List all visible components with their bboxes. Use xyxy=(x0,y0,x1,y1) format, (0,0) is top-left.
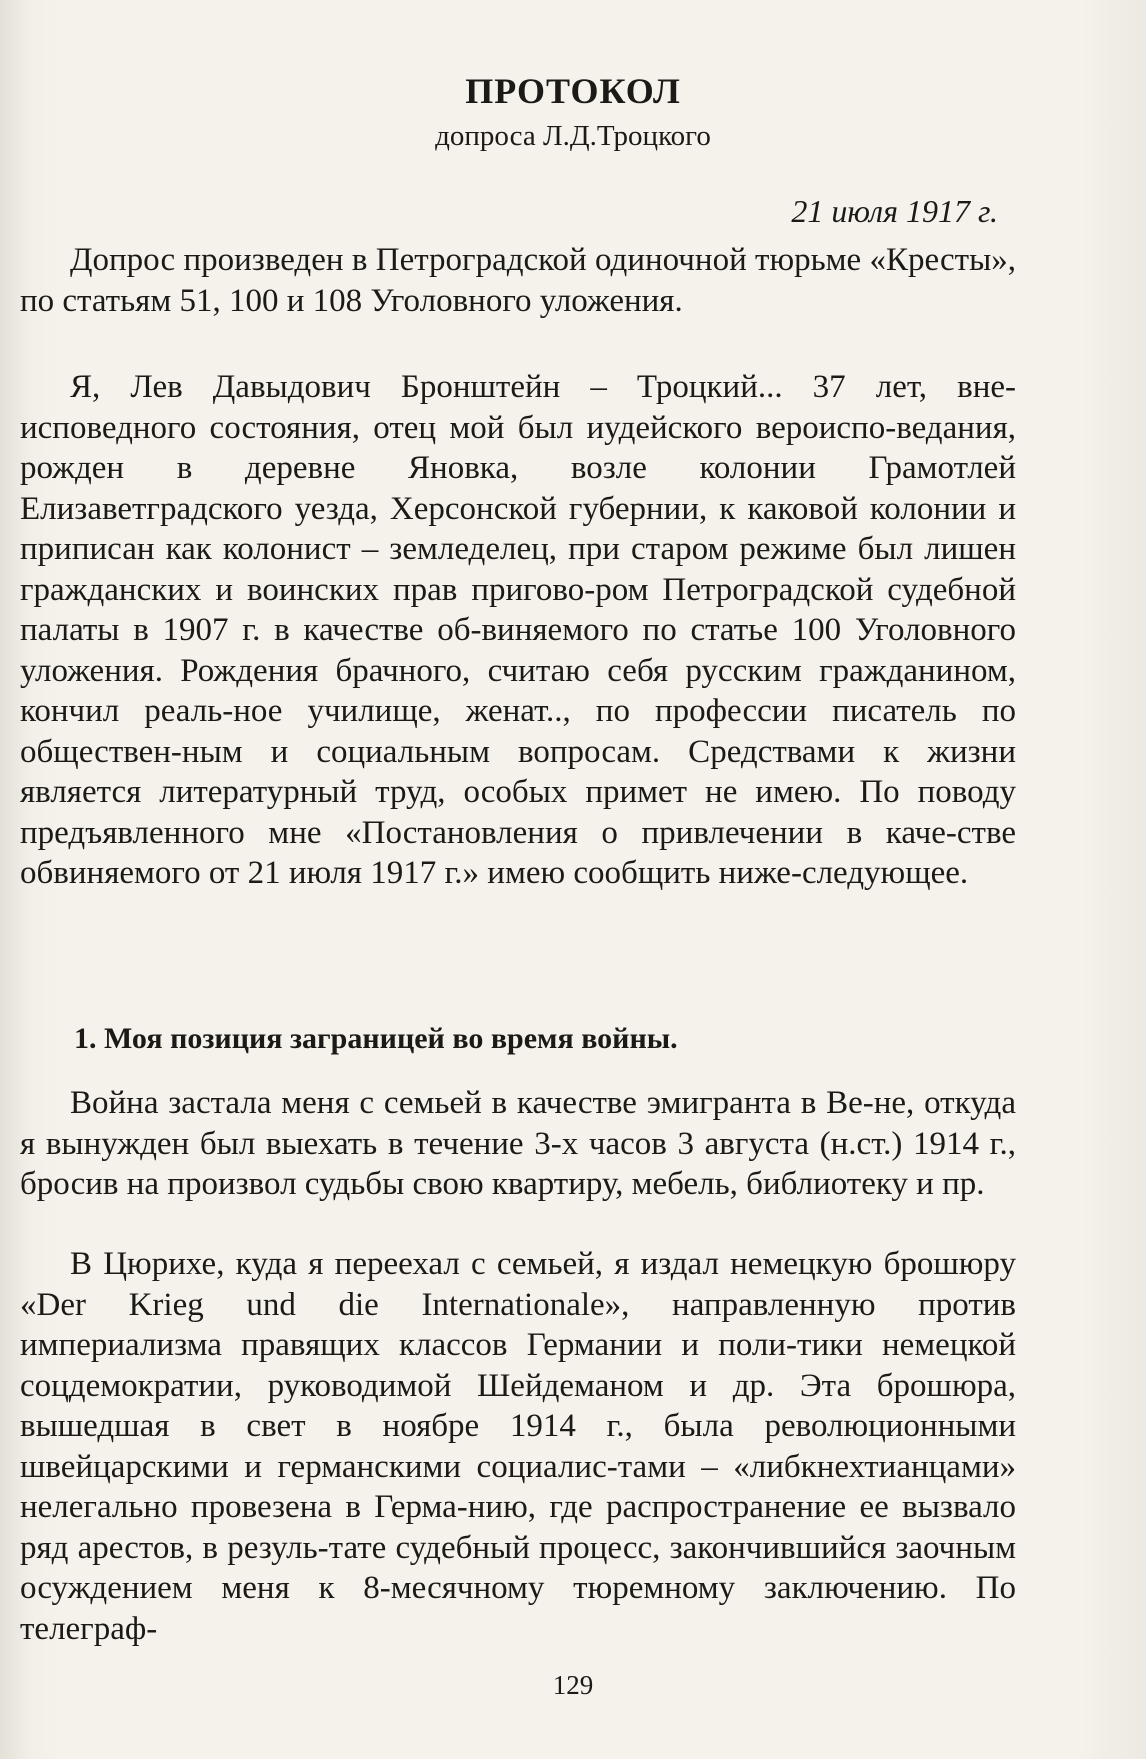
section-heading: 1. Моя позиция заграницей во время войны. xyxy=(74,1022,678,1055)
document-title: ПРОТОКОЛ xyxy=(465,71,681,111)
page-number: 129 xyxy=(552,1670,594,1700)
paragraph-war-start: Война застала меня с семьей в качестве эмигранта в Ве-не, откуда я вынужден был выехать в течение 3-х часов 3 августа (н.ст.) 1914 г., бросив на произвол судьбы свою квартиру, мебель, библиотеку и пр. xyxy=(20,1085,1016,1202)
document-subtitle: допроса Л.Д.Троцкого xyxy=(435,120,711,153)
document-header xyxy=(0,70,1146,154)
paragraph-personal-info: Я, Лев Давыдович Бронштейн – Троцкий... 37 лет, вне-исповедного состояния, отец мой был иудейского вероиспо-ведания, рожден в деревне Яновка, возле колонии Грамотлей Елизаветградского уезда, Херсонской губернии, к каковой колонии и приписан как колонист – земледелец, при старом режиме был лишен гражданских и воинских прав пригово-ром Петроградской судебной палаты в 1907 г. в качестве об-виняемого по статье 100 Уголовного уложения. Рождения брачного, считаю себя русским гражданином, кончил реаль-ное училище, женат.., по профессии писатель по обществен-ным и социальным вопросам. Средствами к жизни является литературный труд, особых примет не имею. По поводу предъявленного мне «Постановления о привлечении в каче-стве обвиняемого от 21 июля 1917 г.» имею сообщить ниже-следующее. xyxy=(20,369,1016,891)
document-date: 21 июля 1917 г. xyxy=(791,193,998,229)
paragraph-location: Допрос произведен в Петроградской одиночной тюрьме «Кресты», по статьям 51, 100 и 108 Уголовного уложения. xyxy=(20,242,1016,319)
paragraph-zurich: В Цюрихе, куда я переехал с семьей, я издал немецкую брошюру «Der Krieg und die Internationale», направленную против империализма правящих классов Германии и поли-тики немецкой соцдемократии, руководимой Шейдеманом и др. Эта брошюра, вышедшая в свет в ноябре 1914 г., была революционными швейцарскими и германскими социалис-тами – «либкнехтианцами» нелегально провезена в Герма-нию, где распространение ее вызвало ряд арестов, в резуль-тате судебный процесс, закончившийся заочным осуждением меня к 8-месячному тюремному заключению. По телеграф- xyxy=(20,1246,1016,1647)
